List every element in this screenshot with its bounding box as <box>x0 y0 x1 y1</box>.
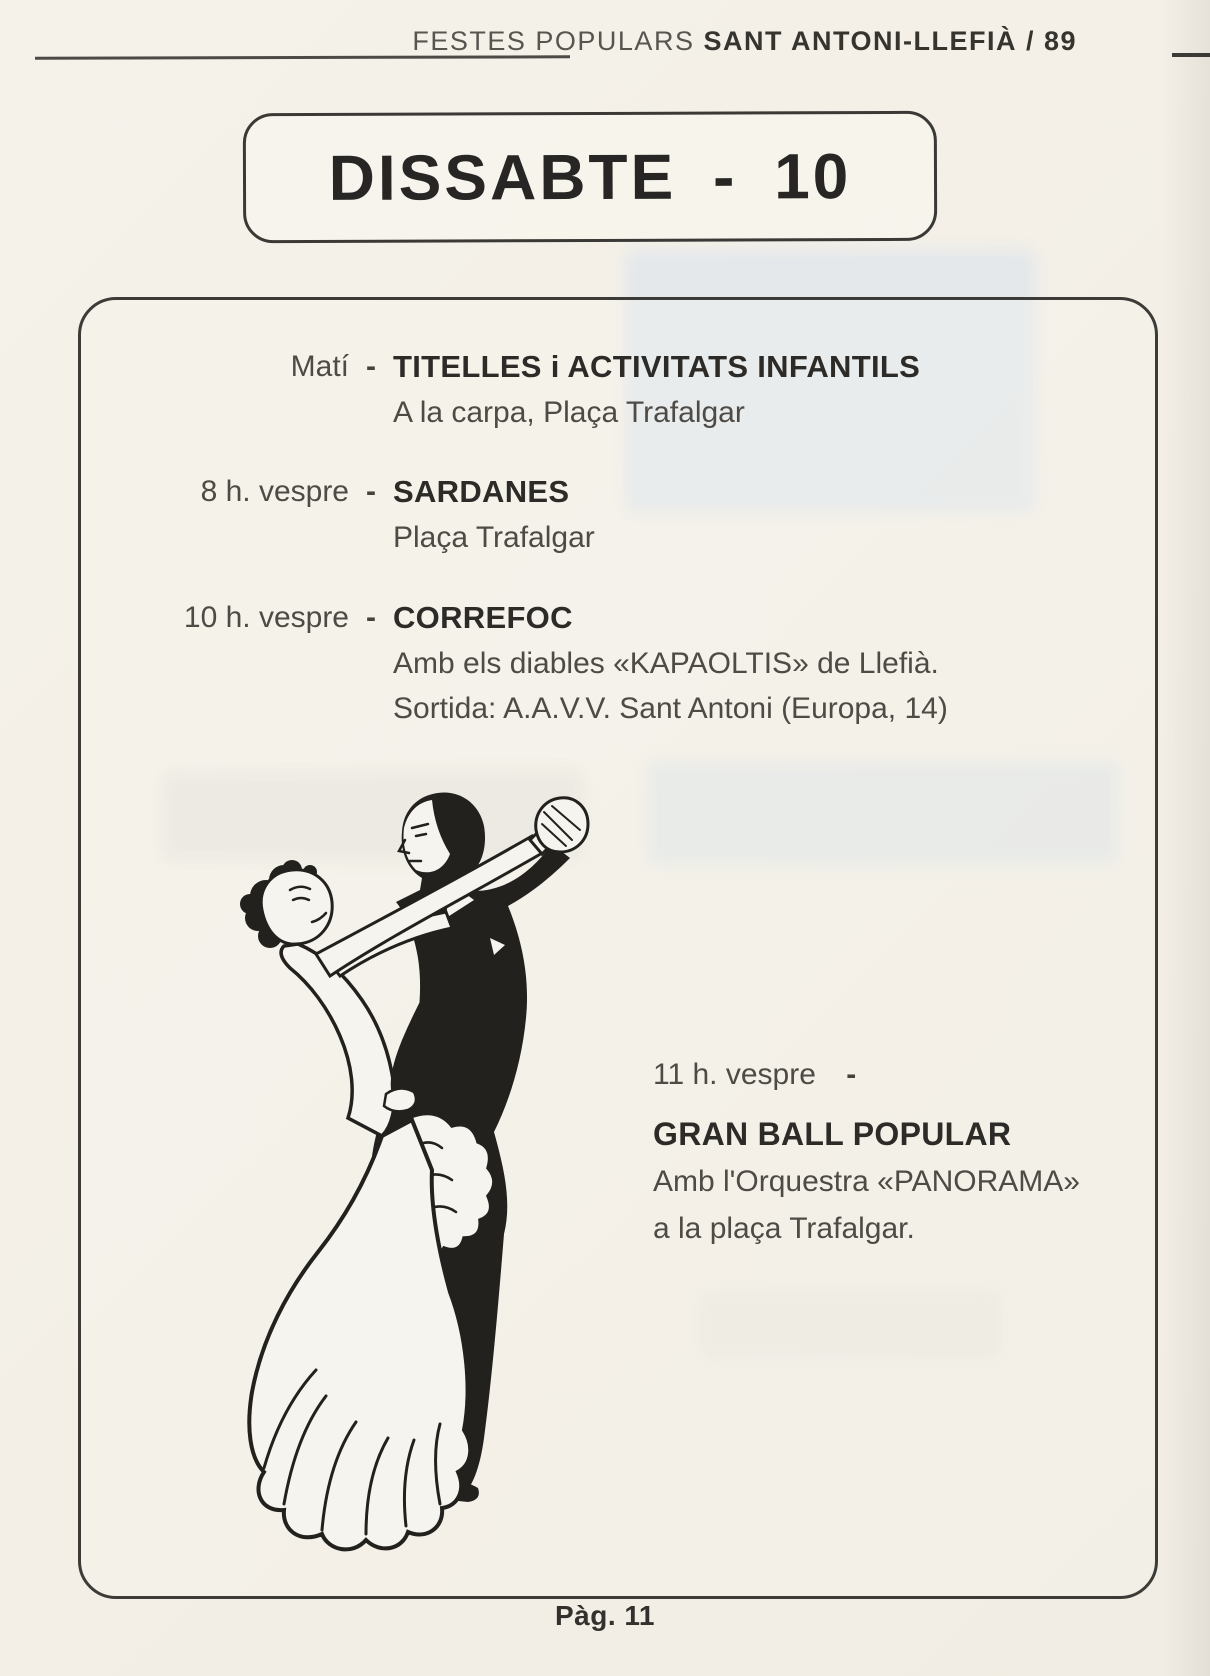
event-detail: Amb l'Orquestra «PANORAMA» <box>653 1165 1080 1198</box>
time-title-separator: - <box>846 1058 857 1091</box>
dancing-couple-illustration <box>200 778 680 1578</box>
event-title: TITELLES i ACTIVITATS INFANTILS <box>393 349 921 384</box>
event-time: 8 h. vespre <box>200 475 349 508</box>
header-series-title: FESTES POPULARS <box>412 26 695 56</box>
event-detail: Plaça Trafalgar <box>393 521 595 554</box>
time-title-separator: - <box>366 601 376 634</box>
event-title: SARDANES <box>393 474 570 509</box>
time-title-separator: - <box>366 475 376 508</box>
event-time: Matí <box>290 350 349 383</box>
event-detail: A la carpa, Plaça Trafalgar <box>393 396 745 429</box>
event-time: 11 h. vespre <box>653 1058 816 1091</box>
page-header <box>412 26 1077 57</box>
page-number-label: Pàg. 11 <box>554 1600 655 1631</box>
schedule-row-10h <box>81 595 1125 731</box>
schedule-row-morning <box>81 344 1125 435</box>
event-title: CORREFOC <box>393 600 573 635</box>
schedule-row-11h <box>653 1051 1123 1252</box>
event-detail: Amb els diables «KAPAOLTIS» de Llefià. <box>393 647 939 680</box>
day-banner-label: DISSABTE - 10 <box>328 140 852 214</box>
header-rule-right <box>1172 53 1210 57</box>
day-banner <box>243 111 937 243</box>
page-footer <box>0 1600 1210 1632</box>
event-detail: Sortida: A.A.V.V. Sant Antoni (Europa, 14) <box>393 692 948 725</box>
event-detail: a la plaça Trafalgar. <box>653 1212 915 1245</box>
time-title-separator: - <box>366 350 376 383</box>
event-title: GRAN BALL POPULAR <box>653 1116 1012 1152</box>
event-time: 10 h. vespre <box>183 601 349 634</box>
header-event-title: SANT ANTONI-LLEFIÀ / 89 <box>703 26 1077 56</box>
schedule-row-8h <box>81 469 1125 560</box>
